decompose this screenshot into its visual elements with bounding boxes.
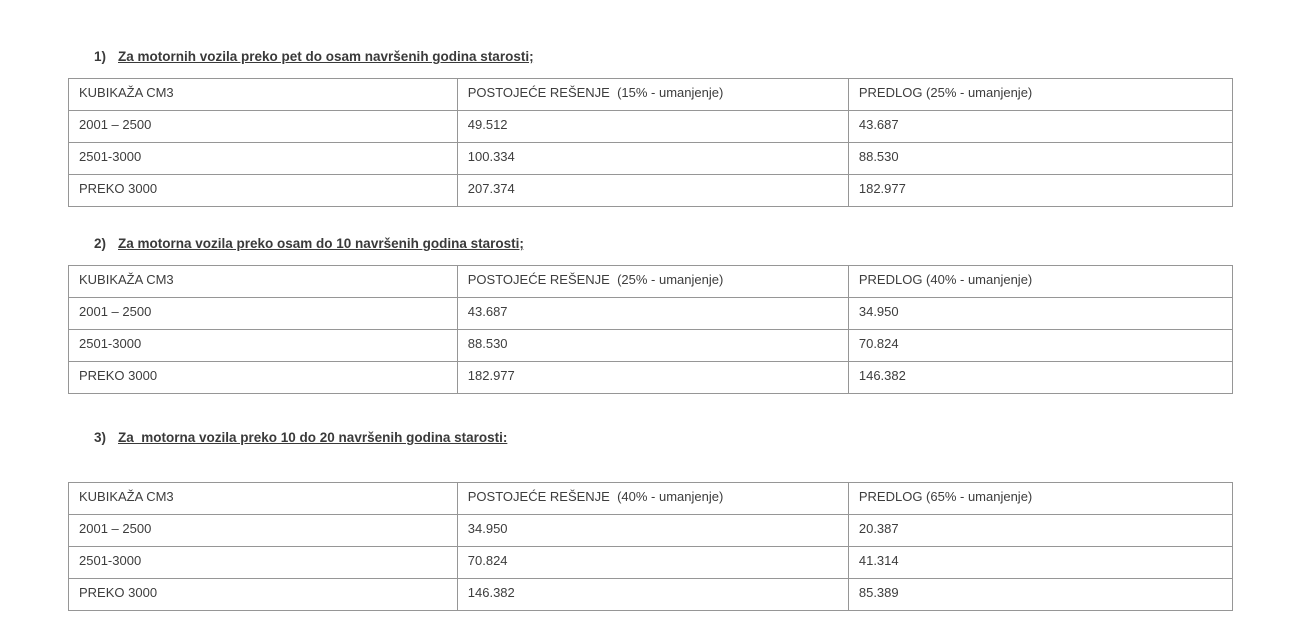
table-header-row (69, 483, 1233, 515)
col-header-postojece-resenje: POSTOJEĆE REŠENJE (25% - umanjenje) (457, 266, 848, 298)
cell-kubikaza: PREKO 3000 (69, 579, 458, 611)
col-header-predlog: PREDLOG (25% - umanjenje) (848, 79, 1232, 111)
cell-kubikaza: 2001 – 2500 (69, 298, 458, 330)
cell-predlog: 34.950 (848, 298, 1232, 330)
section-2-table (68, 265, 1233, 394)
table-row (69, 547, 1233, 579)
cell-kubikaza: 2501-3000 (69, 547, 458, 579)
cell-postojece: 207.374 (457, 175, 848, 207)
cell-postojece: 88.530 (457, 330, 848, 362)
cell-postojece: 34.950 (457, 515, 848, 547)
cell-predlog: 70.824 (848, 330, 1232, 362)
table-row (69, 362, 1233, 394)
cell-kubikaza: PREKO 3000 (69, 175, 458, 207)
col-header-kubikaza: KUBIKAŽA CM3 (69, 79, 458, 111)
col-header-postojece-resenje: POSTOJEĆE REŠENJE (15% - umanjenje) (457, 79, 848, 111)
col-header-predlog: PREDLOG (40% - umanjenje) (848, 266, 1232, 298)
table-row (69, 143, 1233, 175)
cell-kubikaza: 2501-3000 (69, 330, 458, 362)
table-row (69, 330, 1233, 362)
cell-kubikaza: PREKO 3000 (69, 362, 458, 394)
table-header-row (69, 79, 1233, 111)
col-header-kubikaza: KUBIKAŽA CM3 (69, 483, 458, 515)
cell-predlog: 88.530 (848, 143, 1232, 175)
cell-kubikaza: 2501-3000 (69, 143, 458, 175)
section-1-heading (68, 49, 1233, 64)
cell-predlog: 146.382 (848, 362, 1232, 394)
col-header-kubikaza: KUBIKAŽA CM3 (69, 266, 458, 298)
table-row (69, 515, 1233, 547)
table-row (69, 175, 1233, 207)
cell-kubikaza: 2001 – 2500 (69, 515, 458, 547)
section-3-heading (68, 430, 1233, 445)
section-3-table (68, 482, 1233, 611)
cell-postojece: 182.977 (457, 362, 848, 394)
cell-postojece: 70.824 (457, 547, 848, 579)
cell-predlog: 41.314 (848, 547, 1232, 579)
col-header-postojece-resenje: POSTOJEĆE REŠENJE (40% - umanjenje) (457, 483, 848, 515)
cell-postojece: 49.512 (457, 111, 848, 143)
table-row (69, 111, 1233, 143)
section-1-title: Za motornih vozila preko pet do osam navršenih godina starosti; (118, 49, 534, 64)
section-1-table (68, 78, 1233, 207)
cell-kubikaza: 2001 – 2500 (69, 111, 458, 143)
cell-predlog: 20.387 (848, 515, 1232, 547)
section-2-title: Za motorna vozila preko osam do 10 navršenih godina starosti; (118, 236, 524, 251)
section-1-number: 1) (94, 49, 107, 64)
cell-predlog: 43.687 (848, 111, 1232, 143)
section-2-heading (68, 236, 1233, 251)
table-row (69, 579, 1233, 611)
col-header-predlog: PREDLOG (65% - umanjenje) (848, 483, 1232, 515)
cell-postojece: 146.382 (457, 579, 848, 611)
section-2-number: 2) (94, 236, 107, 251)
table-row (69, 298, 1233, 330)
section-3-title: Za motorna vozila preko 10 do 20 navršenih godina starosti: (118, 430, 508, 445)
table-header-row (69, 266, 1233, 298)
cell-predlog: 182.977 (848, 175, 1232, 207)
cell-predlog: 85.389 (848, 579, 1232, 611)
cell-postojece: 43.687 (457, 298, 848, 330)
cell-postojece: 100.334 (457, 143, 848, 175)
section-3-number: 3) (94, 430, 107, 445)
